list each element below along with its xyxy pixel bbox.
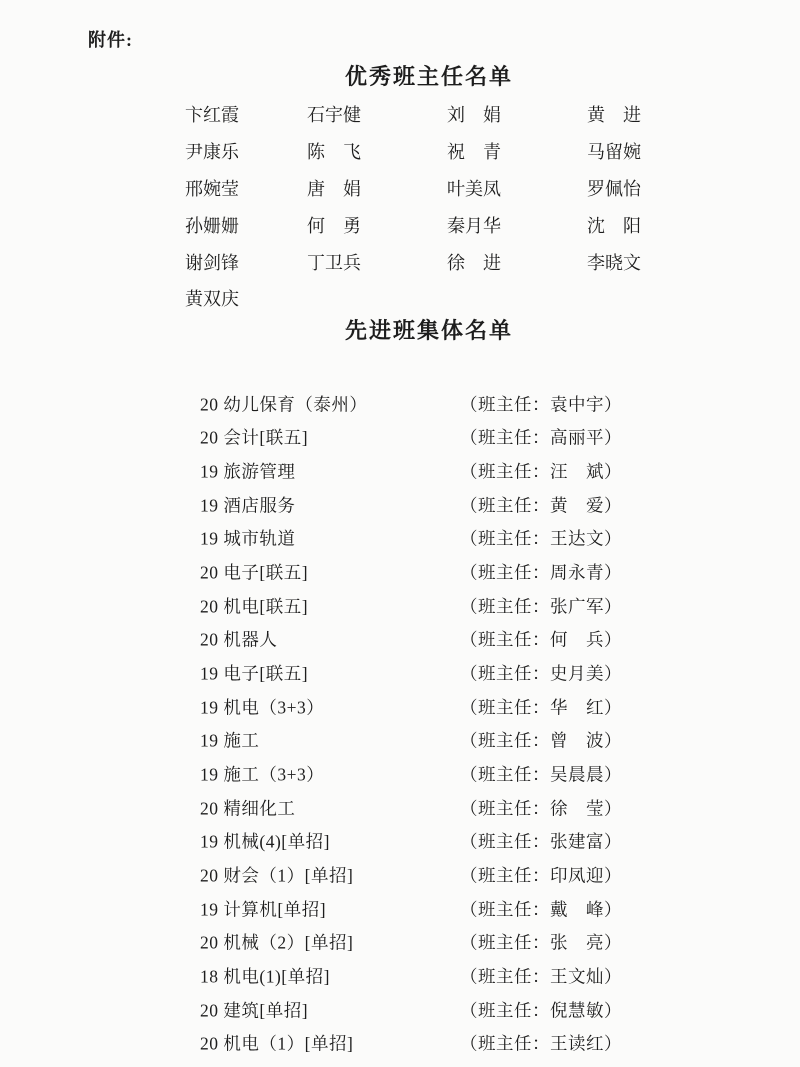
class-row — [0, 387, 800, 421]
teacher-name: 沈 阳 — [587, 215, 641, 236]
class-row — [0, 522, 800, 556]
class-name: 20 精细化工 — [200, 798, 296, 819]
class-row — [0, 993, 800, 1027]
class-name: 19 城市轨道 — [200, 528, 296, 549]
class-row — [0, 791, 800, 825]
class-name: 18 机电(1)[单招] — [200, 966, 330, 987]
class-name: 19 计算机[单招] — [200, 899, 327, 920]
teacher-name: 尹康乐 — [185, 142, 239, 163]
class-row — [0, 589, 800, 623]
class-row — [0, 959, 800, 993]
teacher-name: 叶美凤 — [447, 178, 501, 199]
class-row — [0, 724, 800, 758]
excellent-teachers-title: 优秀班主任名单 — [344, 64, 513, 89]
teacher-name: 卞红霞 — [185, 105, 239, 126]
class-name: 19 旅游管理 — [200, 461, 296, 482]
class-row — [0, 1026, 800, 1060]
teacher-name: 秦月华 — [447, 215, 501, 236]
class-name: 20 机械（2）[单招] — [200, 932, 354, 953]
teacher-name: 罗佩怡 — [587, 178, 641, 199]
class-teacher: （班主任：史月美） — [460, 663, 622, 684]
teacher-name: 唐 娟 — [307, 178, 361, 199]
teacher-name: 马留婉 — [587, 142, 641, 163]
teacher-name: 李晓文 — [587, 252, 641, 273]
advanced-classes-title: 先进班集体名单 — [344, 318, 513, 343]
class-teacher: （班主任：何 兵） — [460, 629, 622, 650]
class-teacher: （班主任：张 亮） — [460, 932, 622, 953]
class-name: 19 施工 — [200, 730, 260, 751]
class-name: 19 机械(4)[单招] — [200, 831, 330, 852]
class-row — [0, 555, 800, 589]
class-teacher: （班主任：汪 斌） — [460, 461, 622, 482]
class-name: 20 财会（1）[单招] — [200, 865, 354, 886]
class-name: 19 电子[联五] — [200, 663, 309, 684]
teacher-name: 丁卫兵 — [307, 252, 361, 273]
class-row — [0, 488, 800, 522]
class-name: 19 酒店服务 — [200, 495, 296, 516]
class-row — [0, 926, 800, 960]
teacher-name: 孙姗姗 — [185, 215, 239, 236]
class-teacher: （班主任：王读红） — [460, 1033, 622, 1054]
class-teacher: （班主任：张建富） — [460, 831, 622, 852]
teacher-name: 黄 进 — [587, 105, 641, 126]
teacher-name: 邢婉莹 — [185, 178, 239, 199]
class-teacher: （班主任：黄 爱） — [460, 495, 622, 516]
attachment-label: 附件: — [88, 30, 133, 50]
class-name: 20 建筑[单招] — [200, 1000, 309, 1021]
class-name: 19 机电（3+3） — [200, 697, 325, 718]
advanced-classes-list — [0, 387, 800, 1060]
teacher-name: 陈 飞 — [307, 142, 361, 163]
class-teacher: （班主任：戴 峰） — [460, 899, 622, 920]
class-teacher: （班主任：倪慧敏） — [460, 1000, 622, 1021]
class-teacher: （班主任：徐 莹） — [460, 798, 622, 819]
class-row — [0, 892, 800, 926]
class-teacher: （班主任：曾 波） — [460, 730, 622, 751]
class-teacher: （班主任：周永青） — [460, 562, 622, 583]
class-row — [0, 825, 800, 859]
class-row — [0, 690, 800, 724]
teacher-name: 徐 进 — [447, 252, 501, 273]
class-row — [0, 623, 800, 657]
class-name: 20 电子[联五] — [200, 562, 309, 583]
class-teacher: （班主任：王达文） — [460, 528, 622, 549]
teacher-name: 何 勇 — [307, 215, 361, 236]
excellent-teachers-list — [185, 96, 717, 317]
class-teacher: （班主任：王文灿） — [460, 966, 622, 987]
class-teacher: （班主任：吴晨晨） — [460, 764, 622, 785]
class-name: 20 机电[联五] — [200, 596, 309, 617]
teacher-name: 石宇健 — [307, 105, 361, 126]
teacher-name: 刘 娟 — [447, 105, 501, 126]
class-teacher: （班主任：张广军） — [460, 596, 622, 617]
class-name: 20 机器人 — [200, 629, 278, 650]
class-row — [0, 858, 800, 892]
class-name: 19 施工（3+3） — [200, 764, 325, 785]
class-teacher: （班主任：袁中宇） — [460, 394, 622, 415]
class-name: 20 机电（1）[单招] — [200, 1033, 354, 1054]
teacher-name: 谢剑锋 — [185, 252, 239, 273]
class-row — [0, 454, 800, 488]
class-name: 20 幼儿保育（泰州） — [200, 394, 368, 415]
class-row — [0, 421, 800, 455]
class-name: 20 会计[联五] — [200, 427, 309, 448]
class-teacher: （班主任：高丽平） — [460, 427, 622, 448]
class-teacher: （班主任：华 红） — [460, 697, 622, 718]
class-teacher: （班主任：印凤迎） — [460, 865, 622, 886]
teacher-name: 祝 青 — [447, 142, 501, 163]
class-row — [0, 757, 800, 791]
teacher-name: 黄双庆 — [185, 289, 239, 310]
class-row — [0, 656, 800, 690]
